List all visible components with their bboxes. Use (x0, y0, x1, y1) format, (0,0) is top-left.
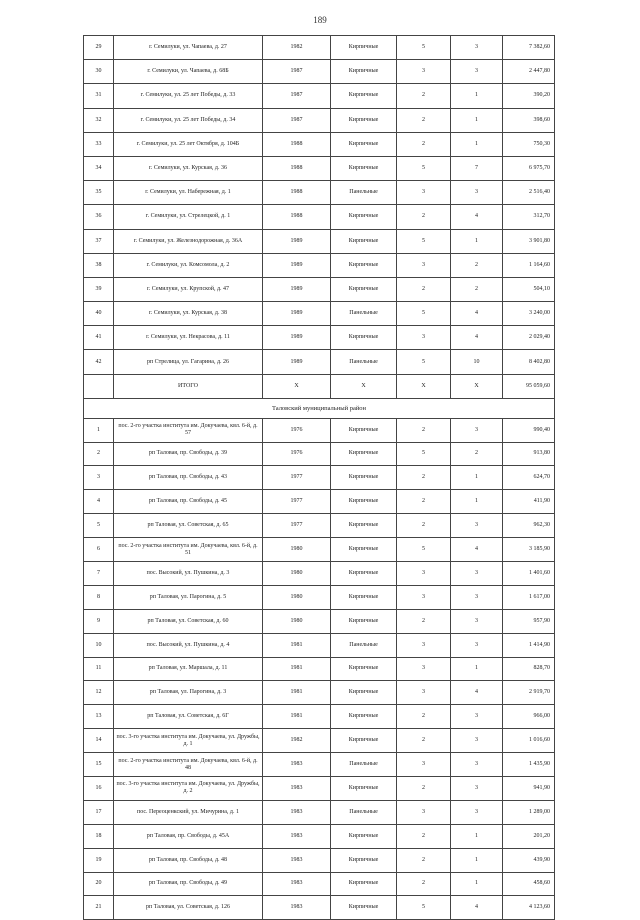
cell-entrances: X (451, 374, 503, 398)
cell-area: 7 382,60 (503, 36, 555, 60)
table-row (84, 681, 555, 705)
cell-wall-material: Панельные (331, 350, 397, 374)
cell-floors: 5 (397, 302, 451, 326)
cell-address: г. Семилуки, ул. Чапаева, д. 68Б (114, 60, 263, 84)
total-row (84, 374, 555, 398)
cell-year-built: 1989 (263, 253, 331, 277)
cell-year-built: 1976 (263, 442, 331, 466)
cell-entrances: 1 (451, 466, 503, 490)
cell-floors: 2 (397, 84, 451, 108)
cell-area: 941,90 (503, 776, 555, 800)
cell-floors: 2 (397, 872, 451, 896)
table-row (84, 848, 555, 872)
cell-address: г. Семилуки, ул. Чапаева, д. 27 (114, 36, 263, 60)
table-row (84, 205, 555, 229)
table-row (84, 156, 555, 180)
cell-address: г. Семилуки, ул. Курская, д. 38 (114, 302, 263, 326)
cell-wall-material: Кирпичные (331, 277, 397, 301)
cell-year-built: 1981 (263, 705, 331, 729)
cell-entrances: 3 (451, 514, 503, 538)
table-row (84, 585, 555, 609)
cell-entrances: 1 (451, 229, 503, 253)
cell-wall-material: Кирпичные (331, 253, 397, 277)
cell-area: 1 435,90 (503, 753, 555, 777)
table-row (84, 776, 555, 800)
table-row (84, 896, 555, 920)
cell-entrances: 1 (451, 657, 503, 681)
cell-wall-material: Кирпичные (331, 514, 397, 538)
cell-entrances: 3 (451, 776, 503, 800)
cell-wall-material: Панельные (331, 181, 397, 205)
cell-year-built: 1983 (263, 896, 331, 920)
cell-year-built: 1980 (263, 585, 331, 609)
cell-entrances: 3 (451, 36, 503, 60)
cell-year-built: 1988 (263, 156, 331, 180)
cell-entrances: 1 (451, 872, 503, 896)
table-row (84, 824, 555, 848)
cell-address: г. Семилуки, ул. Комсомола, д. 2 (114, 253, 263, 277)
cell-entrances: 4 (451, 302, 503, 326)
cell-year-built: 1983 (263, 848, 331, 872)
cell-floors: 5 (397, 156, 451, 180)
page-number: 189 (313, 15, 327, 25)
cell-area: 398,60 (503, 108, 555, 132)
table-row (84, 753, 555, 777)
cell-row-number: 8 (84, 585, 114, 609)
cell-row-number: 2 (84, 442, 114, 466)
cell-area: 312,70 (503, 205, 555, 229)
cell-wall-material: Кирпичные (331, 108, 397, 132)
cell-floors: 3 (397, 585, 451, 609)
cell-entrances: 1 (451, 84, 503, 108)
cell-floors: 5 (397, 229, 451, 253)
cell-floors: 2 (397, 108, 451, 132)
cell-floors: 3 (397, 800, 451, 824)
cell-wall-material: X (331, 374, 397, 398)
cell-address: рп Таловая, пр. Свободы, д. 45А (114, 824, 263, 848)
cell-year-built: 1988 (263, 181, 331, 205)
cell-year-built: 1982 (263, 36, 331, 60)
cell-area: 828,70 (503, 657, 555, 681)
cell-area: 2 919,70 (503, 681, 555, 705)
cell-year-built: 1977 (263, 490, 331, 514)
cell-floors: 3 (397, 681, 451, 705)
cell-year-built: 1987 (263, 108, 331, 132)
cell-wall-material: Кирпичные (331, 538, 397, 562)
cell-row-number: 39 (84, 277, 114, 301)
cell-area: 3 185,90 (503, 538, 555, 562)
cell-wall-material: Панельные (331, 753, 397, 777)
cell-floors: 5 (397, 896, 451, 920)
cell-floors: 3 (397, 753, 451, 777)
cell-address: пос. Переоценкский, ул. Мичурина, д. 1 (114, 800, 263, 824)
cell-floors: 2 (397, 848, 451, 872)
cell-year-built: 1989 (263, 229, 331, 253)
cell-floors: 5 (397, 538, 451, 562)
cell-floors: 3 (397, 561, 451, 585)
table-row (84, 705, 555, 729)
table-row (84, 800, 555, 824)
cell-wall-material: Кирпичные (331, 657, 397, 681)
cell-wall-material: Кирпичные (331, 490, 397, 514)
cell-year-built: 1977 (263, 514, 331, 538)
cell-row-number: 40 (84, 302, 114, 326)
cell-wall-material: Кирпичные (331, 896, 397, 920)
cell-year-built: 1981 (263, 657, 331, 681)
cell-year-built: 1987 (263, 84, 331, 108)
cell-wall-material: Кирпичные (331, 824, 397, 848)
cell-floors: 2 (397, 205, 451, 229)
cell-year-built: 1980 (263, 609, 331, 633)
cell-address: рп Таловая, пр. Свободы, д. 48 (114, 848, 263, 872)
cell-row-number: 36 (84, 205, 114, 229)
cell-area: 1 414,90 (503, 633, 555, 657)
cell-address: рп Таловая, ул. Советская, д. 126 (114, 896, 263, 920)
cell-floors: 5 (397, 350, 451, 374)
cell-row-number: 15 (84, 753, 114, 777)
cell-year-built: 1989 (263, 277, 331, 301)
cell-year-built: 1980 (263, 538, 331, 562)
table-row (84, 108, 555, 132)
cell-area: 1 164,60 (503, 253, 555, 277)
cell-entrances: 3 (451, 633, 503, 657)
table-row (84, 609, 555, 633)
cell-year-built: 1988 (263, 205, 331, 229)
cell-floors: 2 (397, 466, 451, 490)
cell-address: рп Таловая, ул. Советская, д. 6Г (114, 705, 263, 729)
table-row (84, 253, 555, 277)
cell-wall-material: Кирпичные (331, 132, 397, 156)
cell-floors: 2 (397, 277, 451, 301)
cell-floors: 2 (397, 490, 451, 514)
cell-wall-material: Кирпичные (331, 442, 397, 466)
cell-row-number: 35 (84, 181, 114, 205)
cell-wall-material: Кирпичные (331, 681, 397, 705)
cell-wall-material: Кирпичные (331, 36, 397, 60)
cell-year-built: 1977 (263, 466, 331, 490)
cell-address: рп Таловая, пр. Свободы, д. 39 (114, 442, 263, 466)
cell-entrances: 3 (451, 729, 503, 753)
cell-row-number: 32 (84, 108, 114, 132)
cell-row-number: 3 (84, 466, 114, 490)
cell-entrances: 1 (451, 490, 503, 514)
cell-address: рп Таловая, пр. Свободы, д. 49 (114, 872, 263, 896)
cell-address: рп Таловая, ул. Советская, д. 65 (114, 514, 263, 538)
cell-wall-material: Кирпичные (331, 585, 397, 609)
cell-row-number: 14 (84, 729, 114, 753)
cell-floors: 2 (397, 514, 451, 538)
cell-floors: 2 (397, 609, 451, 633)
cell-entrances: 2 (451, 253, 503, 277)
cell-floors: 2 (397, 824, 451, 848)
cell-floors: 2 (397, 418, 451, 442)
cell-floors: 2 (397, 705, 451, 729)
cell-wall-material: Кирпичные (331, 776, 397, 800)
cell-area: 1 289,00 (503, 800, 555, 824)
cell-year-built: 1988 (263, 132, 331, 156)
cell-address: рп Таловая, ул. Парогина, д. 5 (114, 585, 263, 609)
cell-wall-material: Кирпичные (331, 848, 397, 872)
cell-row-number: 37 (84, 229, 114, 253)
table-row (84, 60, 555, 84)
cell-wall-material: Кирпичные (331, 229, 397, 253)
cell-row-number: 9 (84, 609, 114, 633)
cell-total-area: 95 059,60 (503, 374, 555, 398)
cell-entrances: 4 (451, 681, 503, 705)
cell-row-number: 10 (84, 633, 114, 657)
cell-entrances: 4 (451, 896, 503, 920)
cell-entrances: 2 (451, 442, 503, 466)
cell-wall-material: Кирпичные (331, 705, 397, 729)
table-row (84, 326, 555, 350)
table-row (84, 466, 555, 490)
cell-area: 439,90 (503, 848, 555, 872)
cell-wall-material: Кирпичные (331, 872, 397, 896)
cell-row-number: 6 (84, 538, 114, 562)
cell-wall-material: Кирпичные (331, 156, 397, 180)
table-row (84, 181, 555, 205)
cell-area: 4 123,60 (503, 896, 555, 920)
table-row (84, 36, 555, 60)
table-row (84, 490, 555, 514)
cell-floors: 2 (397, 729, 451, 753)
table-row (84, 84, 555, 108)
cell-address: пос. 3-го участка института им. Докучаева, ул. Дружбы, д. 1 (114, 729, 263, 753)
table-row (84, 872, 555, 896)
cell-year-built: 1983 (263, 824, 331, 848)
cell-entrances: 3 (451, 181, 503, 205)
cell-area: 990,40 (503, 418, 555, 442)
cell-floors: 2 (397, 132, 451, 156)
cell-row-number: 42 (84, 350, 114, 374)
cell-address: г. Семилуки, ул. 25 лет Победы, д. 33 (114, 84, 263, 108)
cell-area: 390,20 (503, 84, 555, 108)
cell-row-number: 41 (84, 326, 114, 350)
cell-year-built: 1982 (263, 729, 331, 753)
cell-area: 2 447,80 (503, 60, 555, 84)
cell-row-number: 30 (84, 60, 114, 84)
cell-year-built: 1983 (263, 800, 331, 824)
cell-entrances: 1 (451, 108, 503, 132)
cell-area: 913,80 (503, 442, 555, 466)
cell-area: 504,10 (503, 277, 555, 301)
cell-entrances: 1 (451, 132, 503, 156)
cell-address: рп Таловая, пр. Свободы, д. 45 (114, 490, 263, 514)
cell-address: пос. 3-го участка института им. Докучаева, ул. Дружбы, д. 2 (114, 776, 263, 800)
cell-row-number: 29 (84, 36, 114, 60)
cell-address: г. Семилуки, ул. Некрасова, д. 11 (114, 326, 263, 350)
cell-wall-material: Кирпичные (331, 466, 397, 490)
cell-area: 6 975,70 (503, 156, 555, 180)
cell-wall-material: Кирпичные (331, 205, 397, 229)
cell-address: г. Семилуки, ул. Крупской, д. 47 (114, 277, 263, 301)
table-row (84, 633, 555, 657)
cell-address: пос. Высокий, ул. Пушкина, д. 4 (114, 633, 263, 657)
cell-row-number: 17 (84, 800, 114, 824)
table-row (84, 657, 555, 681)
cell-address: пос. 2-го участка института им. Докучаева, квл. 6-й, д. 57 (114, 418, 263, 442)
cell-row-number: 21 (84, 896, 114, 920)
cell-row-number: 18 (84, 824, 114, 848)
cell-entrances: 4 (451, 326, 503, 350)
housing-table-wrapper (83, 35, 554, 920)
cell-entrances: 3 (451, 609, 503, 633)
cell-row-number: 5 (84, 514, 114, 538)
table-row (84, 514, 555, 538)
cell-wall-material: Панельные (331, 302, 397, 326)
cell-area: 957,90 (503, 609, 555, 633)
table-row (84, 442, 555, 466)
cell-floors: 3 (397, 60, 451, 84)
cell-year-built: 1989 (263, 350, 331, 374)
housing-table (83, 35, 555, 920)
cell-area: 458,60 (503, 872, 555, 896)
cell-entrances: 2 (451, 277, 503, 301)
cell-total-label: ИТОГО (114, 374, 263, 398)
cell-row-number: 33 (84, 132, 114, 156)
cell-row-number: 20 (84, 872, 114, 896)
table-row (84, 729, 555, 753)
cell-address: г. Семилуки, ул. 25 лет Победы, д. 34 (114, 108, 263, 132)
table-row (84, 538, 555, 562)
cell-area: 2 516,40 (503, 181, 555, 205)
cell-row-number: 12 (84, 681, 114, 705)
cell-row-number: 38 (84, 253, 114, 277)
cell-address: пос. 2-го участка института им. Докучаева, квл. 6-й, д. 48 (114, 753, 263, 777)
cell-year-built: 1989 (263, 326, 331, 350)
cell-entrances: 3 (451, 585, 503, 609)
cell-entrances: 3 (451, 753, 503, 777)
table-row (84, 132, 555, 156)
table-row (84, 277, 555, 301)
section-header-row (84, 398, 555, 418)
cell-year-built: 1983 (263, 872, 331, 896)
cell-entrances: 10 (451, 350, 503, 374)
cell-entrances: 3 (451, 705, 503, 729)
cell-year-built: 1981 (263, 681, 331, 705)
cell-address: рп Таловая, ул. Советская, д. 60 (114, 609, 263, 633)
cell-address: г. Семилуки, ул. Железнодорожная, д. 36А (114, 229, 263, 253)
cell-wall-material: Кирпичные (331, 729, 397, 753)
cell-address: рп Таловая, ул. Маршала, д. 11 (114, 657, 263, 681)
cell-year-built: 1987 (263, 60, 331, 84)
cell-entrances: 4 (451, 205, 503, 229)
cell-row-number: 7 (84, 561, 114, 585)
cell-area: 3 901,80 (503, 229, 555, 253)
section-title: Таловский муниципальный район (84, 398, 555, 418)
cell-row-number (84, 374, 114, 398)
cell-area: 1 617,00 (503, 585, 555, 609)
cell-area: 411,90 (503, 490, 555, 514)
cell-floors: 3 (397, 253, 451, 277)
cell-area: 962,30 (503, 514, 555, 538)
cell-year-built: 1976 (263, 418, 331, 442)
cell-year-built: 1981 (263, 633, 331, 657)
cell-entrances: 3 (451, 418, 503, 442)
cell-area: 8 402,80 (503, 350, 555, 374)
cell-address: г. Семилуки, ул. Набережная, д. 1 (114, 181, 263, 205)
cell-row-number: 19 (84, 848, 114, 872)
table-row (84, 418, 555, 442)
cell-wall-material: Кирпичные (331, 418, 397, 442)
cell-address: рп Таловая, ул. Парогина, д. 3 (114, 681, 263, 705)
cell-entrances: 7 (451, 156, 503, 180)
cell-wall-material: Панельные (331, 800, 397, 824)
cell-address: г. Семилуки, ул. 25 лет Октября, д. 104Б (114, 132, 263, 156)
cell-row-number: 1 (84, 418, 114, 442)
cell-area: 201,20 (503, 824, 555, 848)
cell-address: пос. 2-го участка института им. Докучаева, квл. 6-й, д. 51 (114, 538, 263, 562)
table-row (84, 302, 555, 326)
cell-address: рп Стрелица, ул. Гагарина, д. 26 (114, 350, 263, 374)
cell-address: рп Таловая, пр. Свободы, д. 43 (114, 466, 263, 490)
cell-entrances: 1 (451, 848, 503, 872)
cell-floors: 5 (397, 36, 451, 60)
table-row (84, 350, 555, 374)
cell-year-built: 1983 (263, 753, 331, 777)
cell-floors: 3 (397, 326, 451, 350)
cell-row-number: 31 (84, 84, 114, 108)
cell-wall-material: Кирпичные (331, 561, 397, 585)
cell-area: 3 240,00 (503, 302, 555, 326)
table-row (84, 561, 555, 585)
cell-entrances: 3 (451, 561, 503, 585)
cell-floors: 5 (397, 442, 451, 466)
cell-wall-material: Кирпичные (331, 84, 397, 108)
cell-entrances: 1 (451, 824, 503, 848)
cell-year-built: 1989 (263, 302, 331, 326)
cell-row-number: 16 (84, 776, 114, 800)
cell-area: 624,70 (503, 466, 555, 490)
cell-year-built: 1983 (263, 776, 331, 800)
cell-area: 2 029,40 (503, 326, 555, 350)
table-row (84, 229, 555, 253)
cell-floors: 3 (397, 657, 451, 681)
cell-entrances: 3 (451, 60, 503, 84)
cell-address: г. Семилуки, ул. Курская, д. 36 (114, 156, 263, 180)
cell-floors: 2 (397, 776, 451, 800)
cell-floors: 3 (397, 633, 451, 657)
cell-area: 1 016,60 (503, 729, 555, 753)
cell-wall-material: Кирпичные (331, 60, 397, 84)
cell-area: 966,00 (503, 705, 555, 729)
cell-wall-material: Панельные (331, 633, 397, 657)
cell-row-number: 34 (84, 156, 114, 180)
cell-wall-material: Кирпичные (331, 609, 397, 633)
cell-area: 1 401,60 (503, 561, 555, 585)
cell-area: 750,30 (503, 132, 555, 156)
cell-wall-material: Кирпичные (331, 326, 397, 350)
cell-address: г. Семилуки, ул. Стрелецкой, д. 1 (114, 205, 263, 229)
cell-year-built: X (263, 374, 331, 398)
cell-row-number: 11 (84, 657, 114, 681)
cell-floors: 3 (397, 181, 451, 205)
cell-year-built: 1980 (263, 561, 331, 585)
cell-entrances: 3 (451, 800, 503, 824)
cell-row-number: 13 (84, 705, 114, 729)
cell-address: пос. Высокий, ул. Пушкина, д. 3 (114, 561, 263, 585)
cell-floors: X (397, 374, 451, 398)
cell-row-number: 4 (84, 490, 114, 514)
cell-entrances: 4 (451, 538, 503, 562)
